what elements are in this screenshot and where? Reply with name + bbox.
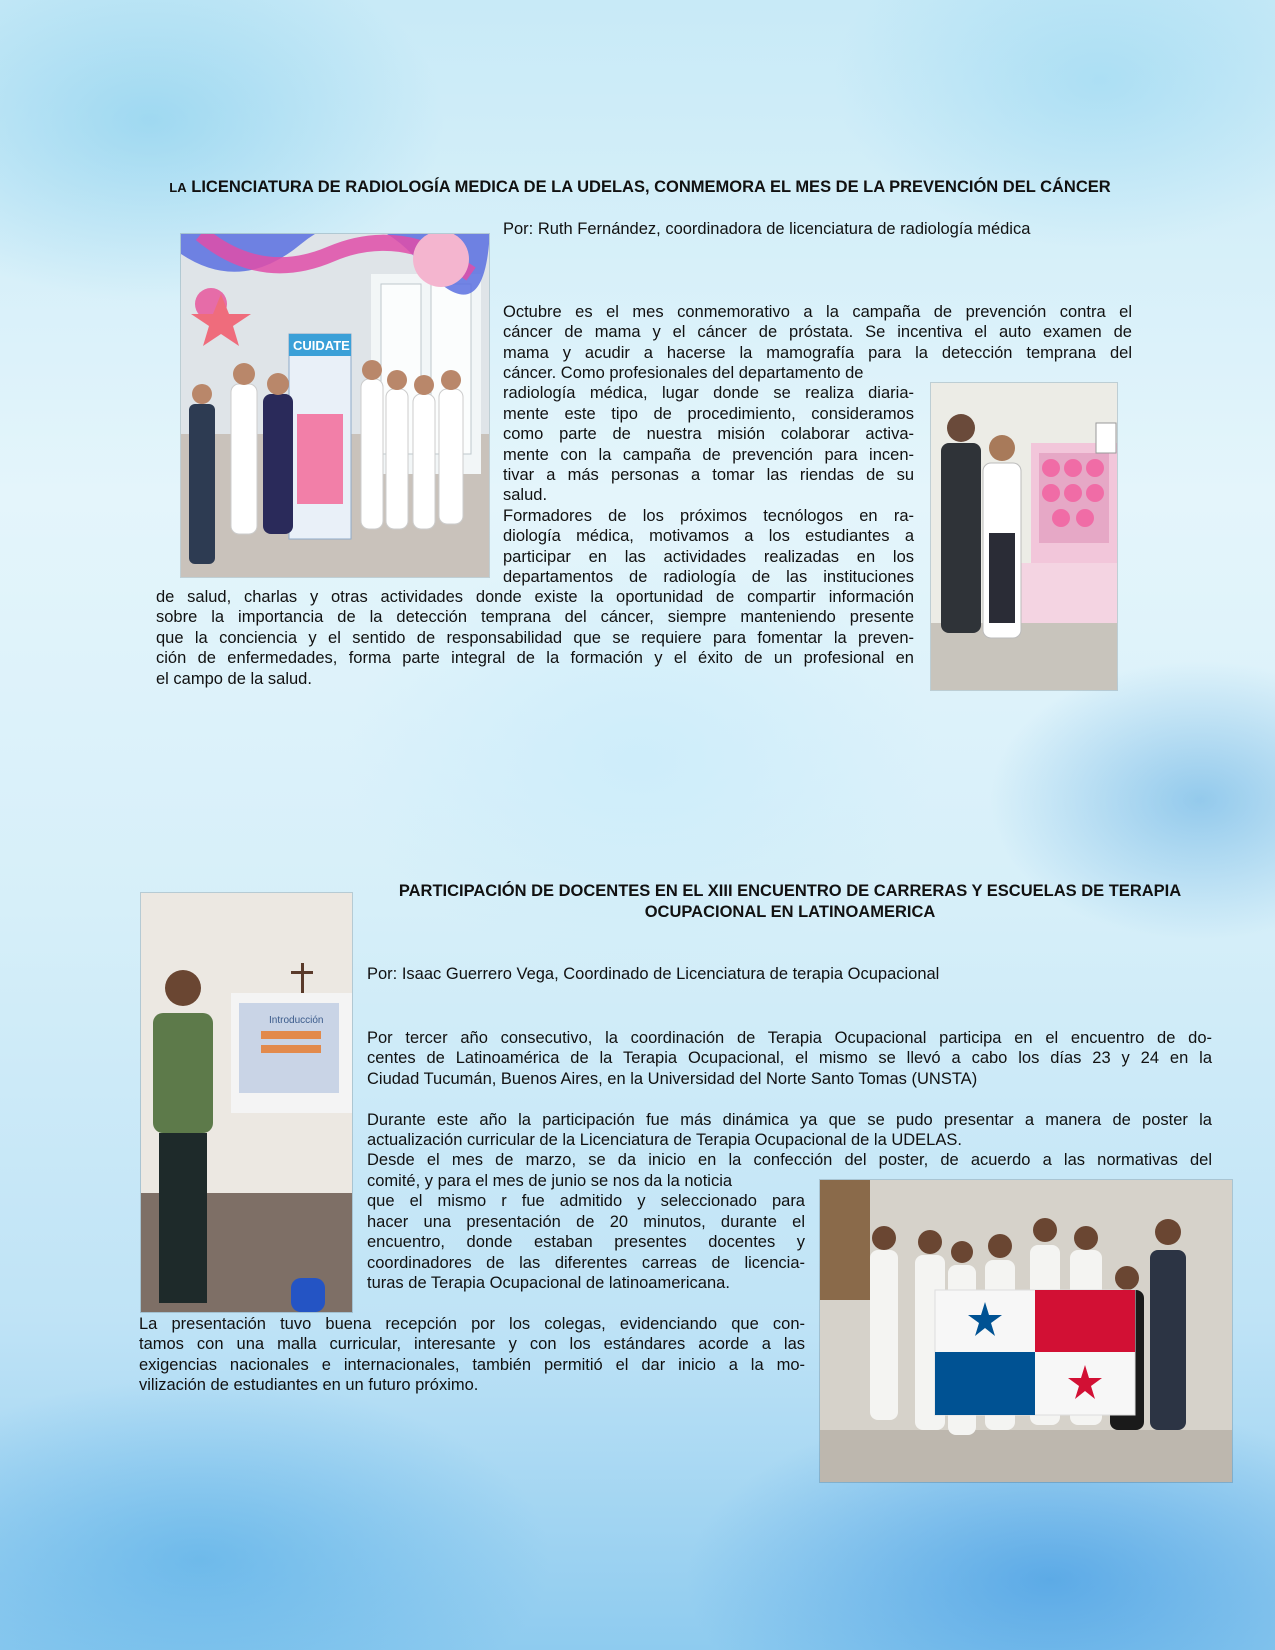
article2-line: exigencias nacionales e internacionales, también permitió el dar inicio a la mo- <box>139 1355 805 1374</box>
article1-line: ción de enfermedades, forma parte integral de la formación y el éxito de un profesional en <box>156 649 914 668</box>
panama-flag <box>935 1290 1135 1415</box>
article1-line: mente este tipo de procedimiento, consideramos <box>503 404 914 423</box>
article2-byline: Por: Isaac Guerrero Vega, Coordinado de Licenciatura de terapia Ocupacional <box>367 965 940 983</box>
article1-line: diología médica, motivamos a los estudiantes a <box>503 527 914 546</box>
banner-text: CUIDATE <box>293 338 350 353</box>
slide-text: Introducción <box>269 1015 324 1026</box>
article2-line: turas de Terapia Ocupacional de latinoamericana. <box>367 1274 730 1293</box>
article1-line: mama y acudir a hacerse la mamografía para la detección temprana del <box>503 343 1132 362</box>
article1-photo-display <box>930 382 1118 691</box>
article1-title-text: LICENCIATURA DE RADIOLOGÍA MEDICA DE LA UDELAS, CONMEMORA EL MES DE LA PREVENCIÓN DEL CÁNCER <box>191 178 1111 196</box>
article1-line: salud. <box>503 486 548 505</box>
article1-line: Formadores de los próximos tecnólogos en ra- <box>503 506 914 525</box>
article1-title-prefix: LA <box>169 180 187 195</box>
article2-line: tamos con una malla curricular, interesante y con los estándares acorde a las <box>139 1335 805 1354</box>
article2-photo-flag-group <box>819 1179 1233 1483</box>
article2-line: encuentro, donde estaban presentes docentes y <box>367 1233 805 1252</box>
article2-line: que el mismo r fue admitido y seleccionado para <box>367 1192 805 1211</box>
article2-line <box>367 1089 1212 1109</box>
article2-line: vilización de estudiantes en un futuro próximo. <box>139 1376 479 1395</box>
article1-line: tivar a más personas a tomar las riendas de su <box>503 466 914 485</box>
article1-line: participar en las actividades realizadas en los <box>503 547 914 566</box>
article1-title <box>150 177 1130 198</box>
article1-body-mid <box>503 363 914 587</box>
article2-body-mid <box>367 1171 805 1293</box>
article2-line: Desde el mes de marzo, se da inicio en la confección del poster, de acuerdo a las normativas del <box>367 1151 1212 1170</box>
article1-line: como parte de nuestra misión colaborar activa- <box>503 425 914 444</box>
article2-line: hacer una presentación de 20 minutos, durante el <box>367 1212 805 1231</box>
article1-line: departamentos de radiología de las instituciones <box>503 568 914 587</box>
article2-body-bottom <box>139 1314 805 1396</box>
article1-line: radiología médica, lugar donde se realiza diaria- <box>503 384 914 403</box>
article2-line: coordinadores de las diferentes carreas de licencia- <box>367 1253 805 1272</box>
article1-line: el campo de la salud. <box>156 669 312 688</box>
article1-line: sobre la importancia de la detección temprana del cáncer, siempre manteniendo presente <box>156 608 914 627</box>
article1-line: Octubre es el mes conmemorativo a la campaña de prevención contra el <box>503 303 1132 321</box>
article2-line: comité, y para el mes de junio se nos da la noticia <box>367 1172 733 1190</box>
article1-body-top <box>503 302 1132 363</box>
article1-line: de salud, charlas y otras actividades donde existe la oportunidad de compartir información <box>156 588 914 606</box>
article1-line: mente con la campaña de prevención para incen- <box>503 445 914 464</box>
article2-photo-presenter <box>140 892 353 1313</box>
article1-body-bottom <box>156 587 914 689</box>
article2-line: centes de Latinoamérica de la Terapia Ocupacional, el mismo se llevó a cabo los días 23 y 24 en la <box>367 1049 1212 1068</box>
article2-line: Por tercer año consecutivo, la coordinación de Terapia Ocupacional participa en el encuentro de do- <box>367 1029 1212 1047</box>
article2-line: Durante este año la participación fue más dinámica ya que se pudo presentar a manera de poster la <box>367 1110 1212 1129</box>
article1-line: cáncer de mama y el cáncer de próstata. Se incentiva el auto examen de <box>503 323 1132 342</box>
article1-photo-group <box>180 233 490 578</box>
article2-line: Ciudad Tucumán, Buenos Aires, en la Universidad del Norte Santo Tomas (UNSTA) <box>367 1069 978 1088</box>
article1-line: que la conciencia y el sentido de responsabilidad que se requiere para fomentar la preven- <box>156 628 914 647</box>
article2-line: La presentación tuvo buena recepción por los colegas, evidenciando que con- <box>139 1315 805 1333</box>
article2-body-top <box>367 1028 1212 1171</box>
article2-title: PARTICIPACIÓN DE DOCENTES EN EL XIII ENCUENTRO DE CARRERAS Y ESCUELAS DE TERAPIA OCUPACIONAL EN LATINOAMERICA <box>398 882 1182 921</box>
article2-line: actualización curricular de la Licenciatura de Terapia Ocupacional de la UDELAS. <box>367 1131 962 1150</box>
article1-line: cáncer. Como profesionales del departamento de <box>503 364 864 382</box>
article1-byline: Por: Ruth Fernández, coordinadora de licenciatura de radiología médica <box>503 220 1031 238</box>
